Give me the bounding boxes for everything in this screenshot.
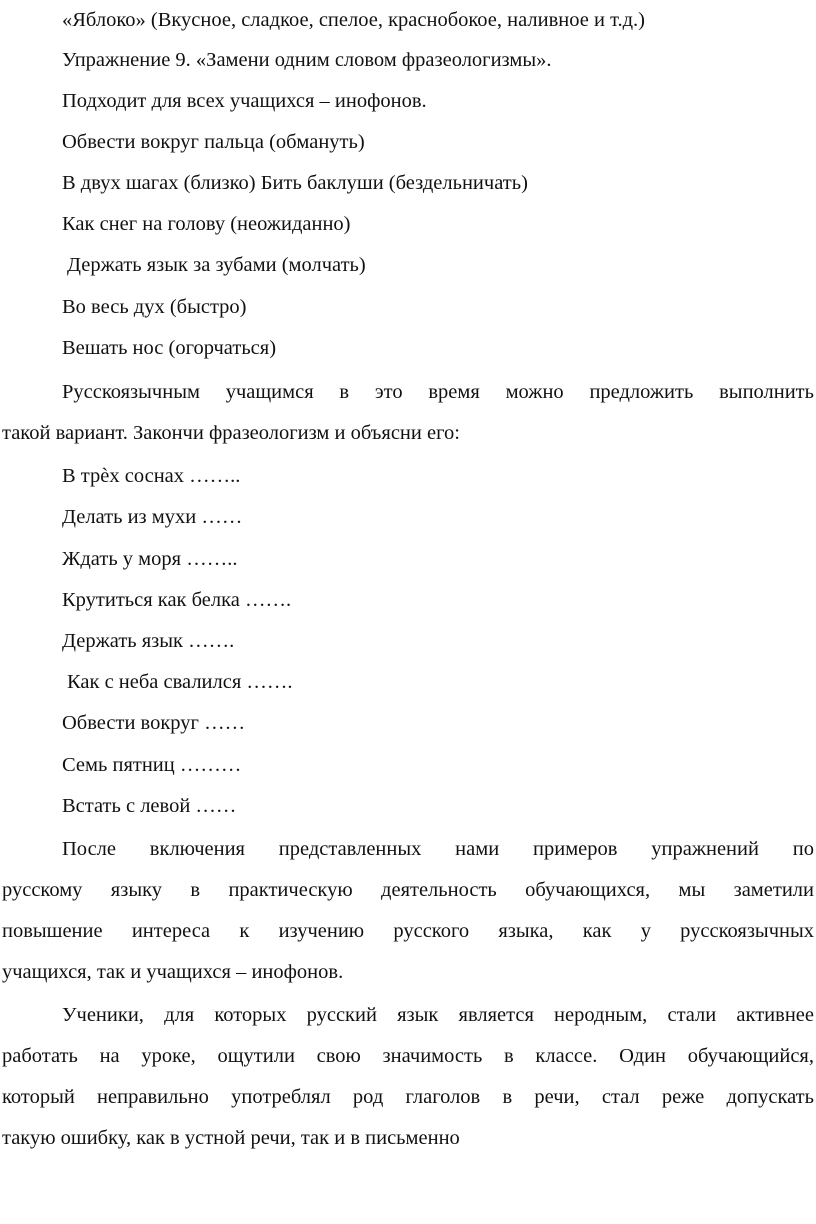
paragraph-line: повышение интереса к изучению русского языка, как у русскоязычных bbox=[2, 920, 814, 942]
unfinished-idiom-line: Семь пятниц ……… bbox=[62, 754, 242, 776]
unfinished-idiom-line: Как с неба свалился ……. bbox=[67, 671, 293, 693]
unfinished-idiom-line: Делать из мухи …… bbox=[62, 506, 243, 528]
unfinished-idiom-line: Встать с левой …… bbox=[62, 795, 237, 817]
paragraph-line: работать на уроке, ощутили свою значимость в классе. Один обучающийся, bbox=[2, 1045, 814, 1067]
paragraph-line: Русскоязычным учащимся в это время можно предложить выполнить bbox=[62, 381, 814, 403]
exercise-audience-line: Подходит для всех учащихся – инофонов. bbox=[62, 90, 427, 112]
paragraph-line: После включения представленных нами примеров упражнений по bbox=[62, 838, 814, 860]
idiom-line: Во весь дух (быстро) bbox=[62, 296, 247, 318]
idiom-line: Обвести вокруг пальца (обмануть) bbox=[62, 131, 365, 153]
exercise-9-title: Упражнение 9. «Замени одним словом фразеологизмы». bbox=[62, 49, 552, 71]
idiom-line: Как снег на голову (неожиданно) bbox=[62, 213, 351, 235]
paragraph-line: такую ошибку, как в устной речи, так и в письменно bbox=[2, 1127, 460, 1149]
unfinished-idiom-line: Держать язык ……. bbox=[62, 630, 235, 652]
example-apple-line: «Яблоко» (Вкусное, сладкое, спелое, краснобокое, наливное и т.д.) bbox=[62, 9, 645, 31]
paragraph-line: русскому языку в практическую деятельность обучающихся, мы заметили bbox=[2, 879, 814, 901]
paragraph-line: такой вариант. Закончи фразеологизм и объясни его: bbox=[2, 422, 460, 444]
idiom-line: Вешать нос (огорчаться) bbox=[62, 337, 277, 359]
paragraph-line: который неправильно употреблял род глаголов в речи, стал реже допускать bbox=[2, 1086, 814, 1108]
idiom-line: В двух шагах (близко) Бить баклуши (бездельничать) bbox=[62, 172, 528, 194]
unfinished-idiom-line: Обвести вокруг …… bbox=[62, 712, 246, 734]
paragraph-line: Ученики, для которых русский язык является неродным, стали активнее bbox=[62, 1004, 814, 1026]
unfinished-idiom-line: Ждать у моря …….. bbox=[62, 548, 238, 570]
unfinished-idiom-line: В трѐх соснах …….. bbox=[62, 465, 241, 487]
idiom-line: Держать язык за зубами (молчать) bbox=[67, 254, 366, 276]
unfinished-idiom-line: Крутиться как белка ……. bbox=[62, 589, 292, 611]
paragraph-line: учащихся, так и учащихся – инофонов. bbox=[2, 961, 344, 983]
